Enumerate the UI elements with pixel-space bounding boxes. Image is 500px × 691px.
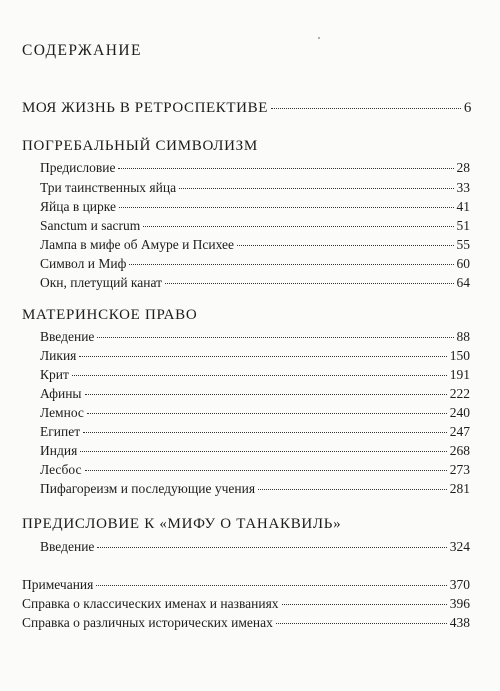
leader-dots xyxy=(83,432,447,433)
entry-page: 396 xyxy=(449,596,470,611)
toc-entry xyxy=(40,539,470,555)
entry-label: Крит xyxy=(40,367,69,382)
entry-page: 41 xyxy=(456,199,470,214)
entry-page: 222 xyxy=(449,386,470,401)
toc-entry xyxy=(40,481,470,497)
leader-dots xyxy=(72,375,447,376)
entry-page: 281 xyxy=(449,481,470,496)
entry-page: 60 xyxy=(456,256,470,271)
entry-label: Справка о различных исторических именах xyxy=(22,615,273,630)
entry-page: 150 xyxy=(449,348,470,363)
entry-label: Три таинственных яйца xyxy=(40,180,177,195)
toc-entry xyxy=(40,348,470,364)
toc-entry xyxy=(40,160,470,176)
entry-page: 438 xyxy=(449,615,470,630)
toc-entry xyxy=(40,275,470,291)
entry-label: Примечания xyxy=(22,577,94,592)
toc-entry xyxy=(40,199,470,215)
toc-entry-appendix xyxy=(22,596,470,612)
entry-label: Лампа в мифе об Амуре и Психее xyxy=(40,237,235,252)
leader-dots xyxy=(85,470,447,471)
toc-heading: СОДЕРЖАНИЕ xyxy=(22,42,142,59)
toc-entry xyxy=(40,405,470,421)
section-title: ПОГРЕБАЛЬНЫЙ СИМВОЛИЗМ xyxy=(22,138,258,154)
entry-page: 191 xyxy=(449,367,470,382)
leader-dots xyxy=(179,188,453,189)
paper-speck xyxy=(318,37,320,39)
toc-entry xyxy=(40,462,470,478)
leader-dots xyxy=(118,168,453,169)
entry-page: 88 xyxy=(456,329,470,344)
section-title: ПРЕДИСЛОВИЕ К «МИФУ О ТАНАКВИЛЬ» xyxy=(22,516,342,532)
entry-page: 268 xyxy=(449,443,470,458)
entry-page: 6 xyxy=(463,100,472,116)
toc-entry xyxy=(40,180,470,196)
entry-label: Справка о классических именах и названиях xyxy=(22,596,279,611)
toc-entry-appendix xyxy=(22,577,470,593)
entry-label: Индия xyxy=(40,443,78,458)
entry-page: 273 xyxy=(449,462,470,477)
entry-label: Символ и Миф xyxy=(40,256,127,271)
entry-page: 247 xyxy=(449,424,470,439)
toc-entry xyxy=(40,329,470,345)
entry-label: Лемнос xyxy=(40,405,84,420)
entry-label: Ликия xyxy=(40,348,77,363)
entry-label: Введение xyxy=(40,539,95,554)
toc-entry-intro xyxy=(22,100,472,117)
toc-entry xyxy=(40,256,470,272)
leader-dots xyxy=(85,394,447,395)
leader-dots xyxy=(276,623,447,624)
toc-entry-appendix xyxy=(22,615,470,631)
toc-entry xyxy=(40,237,470,253)
leader-dots xyxy=(237,245,453,246)
entry-label: Введение xyxy=(40,329,95,344)
leader-dots xyxy=(143,226,453,227)
toc-entry xyxy=(40,443,470,459)
leader-dots xyxy=(79,356,446,357)
entry-page: 370 xyxy=(449,577,470,592)
entry-page: 51 xyxy=(456,218,470,233)
leader-dots xyxy=(119,207,454,208)
leader-dots xyxy=(282,604,447,605)
leader-dots xyxy=(129,264,453,265)
entry-label: МОЯ ЖИЗНЬ В РЕТРОСПЕКТИВЕ xyxy=(22,100,268,116)
entry-label: Афины xyxy=(40,386,82,401)
entry-page: 55 xyxy=(456,237,470,252)
toc-entry xyxy=(40,424,470,440)
entry-label: Sanctum и sacrum xyxy=(40,218,141,233)
entry-label: Яйца в цирке xyxy=(40,199,116,214)
entry-label: Лесбос xyxy=(40,462,82,477)
leader-dots xyxy=(97,547,446,548)
entry-page: 64 xyxy=(456,275,470,290)
entry-page: 240 xyxy=(449,405,470,420)
entry-label: Пифагореизм и последующие учения xyxy=(40,481,256,496)
entry-label: Египет xyxy=(40,424,81,439)
section-title: МАТЕРИНСКОЕ ПРАВО xyxy=(22,307,198,323)
leader-dots xyxy=(96,585,446,586)
leader-dots xyxy=(258,489,447,490)
toc-entry xyxy=(40,218,470,234)
entry-page: 33 xyxy=(456,180,470,195)
leader-dots xyxy=(87,413,447,414)
leader-dots xyxy=(271,108,461,109)
entry-label: Предисловие xyxy=(40,160,116,175)
entry-page: 28 xyxy=(456,160,470,175)
entry-label: Окн, плетущий канат xyxy=(40,275,163,290)
leader-dots xyxy=(97,337,453,338)
entry-page: 324 xyxy=(449,539,470,554)
leader-dots xyxy=(165,283,453,284)
toc-entry xyxy=(40,386,470,402)
toc-entry xyxy=(40,367,470,383)
leader-dots xyxy=(80,451,446,452)
